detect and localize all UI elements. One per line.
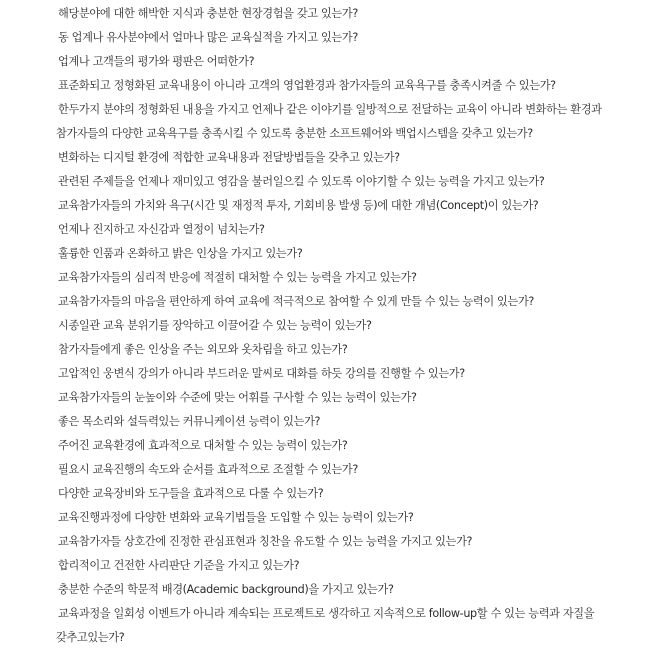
question-line: 합리적이고 건전한 사리판단 기준을 가지고 있는가? <box>58 559 300 572</box>
question-line: 언제나 진지하고 자신감과 열정이 넘치는가? <box>58 223 265 236</box>
question-line: 동 업계나 유사분야에서 얼마나 많은 교육실적을 가지고 있는가? <box>58 31 358 44</box>
question-line: 고압적인 웅변식 강의가 아니라 부드러운 말씨로 대화를 하듯 강의를 진행할 수 있는가? <box>58 367 465 380</box>
question-line: 훌륭한 인품과 온화하고 밝은 인상을 가지고 있는가? <box>58 247 303 260</box>
question-line: 교육참가자들 상호간에 진정한 관심표현과 칭찬을 유도할 수 있는 능력을 가지고 있는가? <box>58 535 473 548</box>
question-line: 시종일관 교육 분위기를 장악하고 이끌어갈 수 있는 능력이 있는가? <box>58 319 372 332</box>
question-line: 업계나 고객들의 평가와 평판은 어떠한가? <box>58 55 255 68</box>
question-line: 변화하는 디지털 환경에 적합한 교육내용과 전달방법들을 갖추고 있는가? <box>58 151 400 164</box>
question-line: 교육참가자들의 가치와 욕구(시간 및 재정적 투자, 기회비용 발생 등)에 대한 개념(Concept)이 있는가? <box>58 199 539 212</box>
question-line: 다양한 교육장비와 도구들을 효과적으로 다룰 수 있는가? <box>58 487 324 500</box>
question-line: 필요시 교육진행의 속도와 순서를 효과적으로 조절할 수 있는가? <box>58 463 358 476</box>
question-line: 좋은 목소리와 설득력있는 커뮤니케이션 능력이 있는가? <box>58 415 321 428</box>
question-line: 주어진 교육환경에 효과적으로 대처할 수 있는 능력이 있는가? <box>58 439 348 452</box>
question-line: 갖추고있는가? <box>56 631 125 644</box>
question-line: 교육참가자들의 눈높이와 수준에 맞는 어휘를 구사할 수 있는 능력이 있는가? <box>58 391 417 404</box>
question-line: 교육참가자들의 심리적 반응에 적절히 대처할 수 있는 능력을 가지고 있는가? <box>58 271 417 284</box>
question-line: 관련된 주제들을 언제나 재미있고 영감을 불러일으킬 수 있도록 이야기할 수 있는 능력을 가지고 있는가? <box>58 175 545 188</box>
question-line: 참가자들의 다양한 교육욕구를 충족시킬 수 있도록 충분한 소프트웨어와 백업시스템을 갖추고 있는가? <box>56 127 533 140</box>
question-line: 해당분야에 대한 해박한 지식과 충분한 현장경험을 갖고 있는가? <box>58 7 358 20</box>
question-line: 교육진행과정에 다양한 변화와 교육기법들을 도입할 수 있는 능력이 있는가? <box>58 511 414 524</box>
question-line: 한두가지 분야의 정형화된 내용을 가지고 언제나 같은 이야기를 일방적으로 전달하는 교육이 아니라 변화하는 환경과 <box>58 103 602 116</box>
question-line: 참가자들에게 좋은 인상을 주는 외모와 옷차림을 하고 있는가? <box>58 343 348 356</box>
question-line: 교육과정을 일회성 이벤트가 아니라 계속되는 프로젝트로 생각하고 지속적으로 follow-up할 수 있는 능력과 자질을 <box>58 607 595 620</box>
question-line: 교육참가자들의 마음을 편안하게 하여 교육에 적극적으로 참여할 수 있게 만들 수 있는 능력이 있는가? <box>58 295 535 308</box>
question-line: 충분한 수준의 학문적 배경(Academic background)을 가지고 있는가? <box>58 583 394 596</box>
question-line: 표준화되고 정형화된 교육내용이 아니라 고객의 영업환경과 참가자들의 교육욕구를 충족시켜줄 수 있는가? <box>58 79 556 92</box>
